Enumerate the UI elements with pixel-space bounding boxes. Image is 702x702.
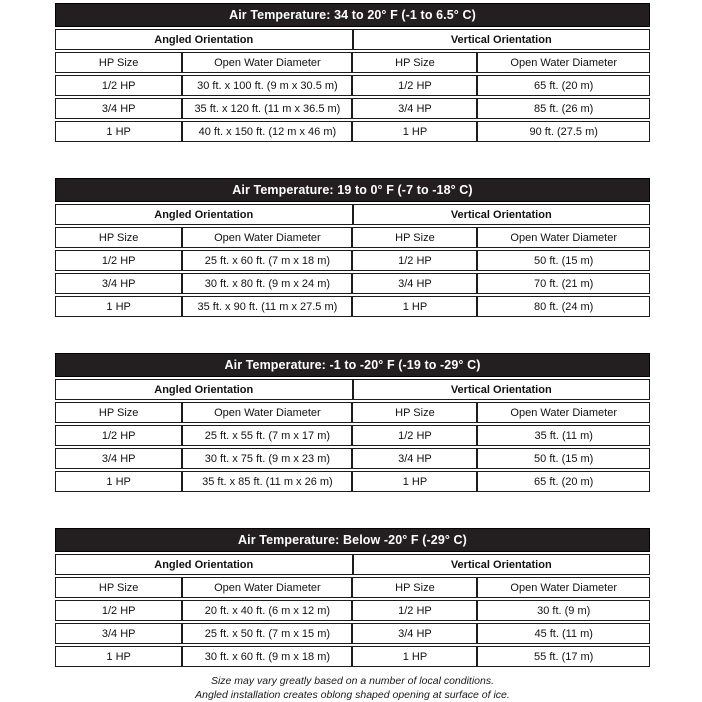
- hp-size-cell: 3/4 HP: [352, 623, 477, 644]
- temp-table-2: [55, 178, 650, 317]
- diameter-cell: 90 ft. (27.5 m): [477, 121, 650, 142]
- hp-size-cell: 3/4 HP: [55, 623, 182, 644]
- col-header-hp-size: HP Size: [352, 402, 477, 423]
- footnote-size-variance: Size may vary greatly based on a number of local conditions.: [210, 675, 495, 687]
- col-header-hp-size: HP Size: [55, 227, 182, 248]
- table-row: [55, 98, 650, 119]
- diameter-cell: 40 ft. x 150 ft. (12 m x 46 m): [182, 121, 352, 142]
- diameter-cell: 45 ft. (11 m): [477, 623, 650, 644]
- table-row: [55, 75, 650, 96]
- hp-size-cell: 1/2 HP: [352, 75, 477, 96]
- temp-table-3: [55, 353, 650, 492]
- vertical-orientation-header: Vertical Orientation: [353, 554, 651, 575]
- col-header-hp-size: HP Size: [352, 227, 477, 248]
- diameter-cell: 70 ft. (21 m): [477, 273, 650, 294]
- hp-size-cell: 3/4 HP: [352, 448, 477, 469]
- col-header-hp-size: HP Size: [55, 52, 182, 73]
- hp-size-cell: 1/2 HP: [55, 250, 182, 271]
- diameter-cell: 30 ft. x 80 ft. (9 m x 24 m): [182, 273, 352, 294]
- orientation-header-row: [55, 379, 650, 400]
- temp-table-1: [55, 3, 650, 142]
- angled-orientation-header: Angled Orientation: [55, 29, 353, 50]
- hp-size-cell: 3/4 HP: [55, 273, 182, 294]
- angled-orientation-header: Angled Orientation: [55, 204, 353, 225]
- column-header-row: [55, 227, 650, 248]
- table-row: [55, 273, 650, 294]
- diameter-cell: 30 ft. x 75 ft. (9 m x 23 m): [182, 448, 352, 469]
- table-title: Air Temperature: Below -20° F (-29° C): [55, 528, 650, 552]
- diameter-cell: 30 ft. x 100 ft. (9 m x 30.5 m): [182, 75, 352, 96]
- col-header-hp-size: HP Size: [55, 402, 182, 423]
- orientation-header-row: [55, 29, 650, 50]
- hp-size-cell: 3/4 HP: [352, 273, 477, 294]
- diameter-cell: 65 ft. (20 m): [477, 471, 650, 492]
- table-row: [55, 471, 650, 492]
- angled-orientation-header: Angled Orientation: [55, 554, 353, 575]
- col-header-hp-size: HP Size: [352, 577, 477, 598]
- hp-size-cell: 1 HP: [352, 646, 477, 667]
- col-header-open-water-diameter: Open Water Diameter: [182, 577, 352, 598]
- table-title: Air Temperature: -1 to -20° F (-19 to -29° C): [55, 353, 650, 377]
- col-header-open-water-diameter: Open Water Diameter: [477, 402, 650, 423]
- hp-size-cell: 3/4 HP: [352, 98, 477, 119]
- vertical-orientation-header: Vertical Orientation: [353, 379, 651, 400]
- table-row: [55, 121, 650, 142]
- vertical-orientation-header: Vertical Orientation: [353, 204, 651, 225]
- diameter-cell: 55 ft. (17 m): [477, 646, 650, 667]
- table-row: [55, 623, 650, 644]
- orientation-header-row: [55, 204, 650, 225]
- col-header-open-water-diameter: Open Water Diameter: [477, 52, 650, 73]
- table-title: Air Temperature: 34 to 20° F (-1 to 6.5° C): [55, 3, 650, 27]
- hp-size-cell: 1 HP: [55, 646, 182, 667]
- diameter-cell: 30 ft. x 60 ft. (9 m x 18 m): [182, 646, 352, 667]
- hp-size-cell: 1 HP: [352, 121, 477, 142]
- hp-size-cell: 1 HP: [55, 296, 182, 317]
- col-header-open-water-diameter: Open Water Diameter: [477, 227, 650, 248]
- col-header-open-water-diameter: Open Water Diameter: [182, 227, 352, 248]
- column-header-row: [55, 402, 650, 423]
- table-row: [55, 296, 650, 317]
- hp-size-cell: 1 HP: [352, 471, 477, 492]
- table-row: [55, 646, 650, 667]
- column-header-row: [55, 577, 650, 598]
- table-row: [55, 600, 650, 621]
- diameter-cell: 85 ft. (26 m): [477, 98, 650, 119]
- hp-size-cell: 1 HP: [352, 296, 477, 317]
- hp-size-cell: 1/2 HP: [352, 600, 477, 621]
- diameter-cell: 65 ft. (20 m): [477, 75, 650, 96]
- col-header-hp-size: HP Size: [352, 52, 477, 73]
- hp-size-cell: 1/2 HP: [352, 425, 477, 446]
- col-header-open-water-diameter: Open Water Diameter: [477, 577, 650, 598]
- table-title: Air Temperature: 19 to 0° F (-7 to -18° C): [55, 178, 650, 202]
- col-header-hp-size: HP Size: [55, 577, 182, 598]
- diameter-cell: 50 ft. (15 m): [477, 448, 650, 469]
- hp-size-cell: 1 HP: [55, 121, 182, 142]
- hp-size-cell: 3/4 HP: [55, 98, 182, 119]
- hp-size-cell: 1/2 HP: [55, 425, 182, 446]
- diameter-cell: 20 ft. x 40 ft. (6 m x 12 m): [182, 600, 352, 621]
- footnotes: [55, 674, 650, 702]
- diameter-cell: 50 ft. (15 m): [477, 250, 650, 271]
- diameter-cell: 25 ft. x 55 ft. (7 m x 17 m): [182, 425, 352, 446]
- hp-size-cell: 1/2 HP: [352, 250, 477, 271]
- vertical-orientation-header: Vertical Orientation: [353, 29, 651, 50]
- footnote-angled-installation: Angled installation creates oblong shaped opening at surface of ice.: [195, 689, 510, 701]
- table-row: [55, 448, 650, 469]
- col-header-open-water-diameter: Open Water Diameter: [182, 402, 352, 423]
- table-row: [55, 250, 650, 271]
- diameter-cell: 25 ft. x 50 ft. (7 m x 15 m): [182, 623, 352, 644]
- column-header-row: [55, 52, 650, 73]
- hp-size-cell: 1/2 HP: [55, 75, 182, 96]
- col-header-open-water-diameter: Open Water Diameter: [182, 52, 352, 73]
- hp-size-cell: 1 HP: [55, 471, 182, 492]
- diameter-cell: 35 ft. (11 m): [477, 425, 650, 446]
- table-row: [55, 425, 650, 446]
- angled-orientation-header: Angled Orientation: [55, 379, 353, 400]
- diameter-cell: 80 ft. (24 m): [477, 296, 650, 317]
- temp-table-4: [55, 528, 650, 667]
- diameter-cell: 35 ft. x 120 ft. (11 m x 36.5 m): [182, 98, 352, 119]
- diameter-cell: 35 ft. x 85 ft. (11 m x 26 m): [182, 471, 352, 492]
- diameter-cell: 35 ft. x 90 ft. (11 m x 27.5 m): [182, 296, 352, 317]
- diameter-cell: 25 ft. x 60 ft. (7 m x 18 m): [182, 250, 352, 271]
- diameter-cell: 30 ft. (9 m): [477, 600, 650, 621]
- hp-size-cell: 1/2 HP: [55, 600, 182, 621]
- hp-size-cell: 3/4 HP: [55, 448, 182, 469]
- orientation-header-row: [55, 554, 650, 575]
